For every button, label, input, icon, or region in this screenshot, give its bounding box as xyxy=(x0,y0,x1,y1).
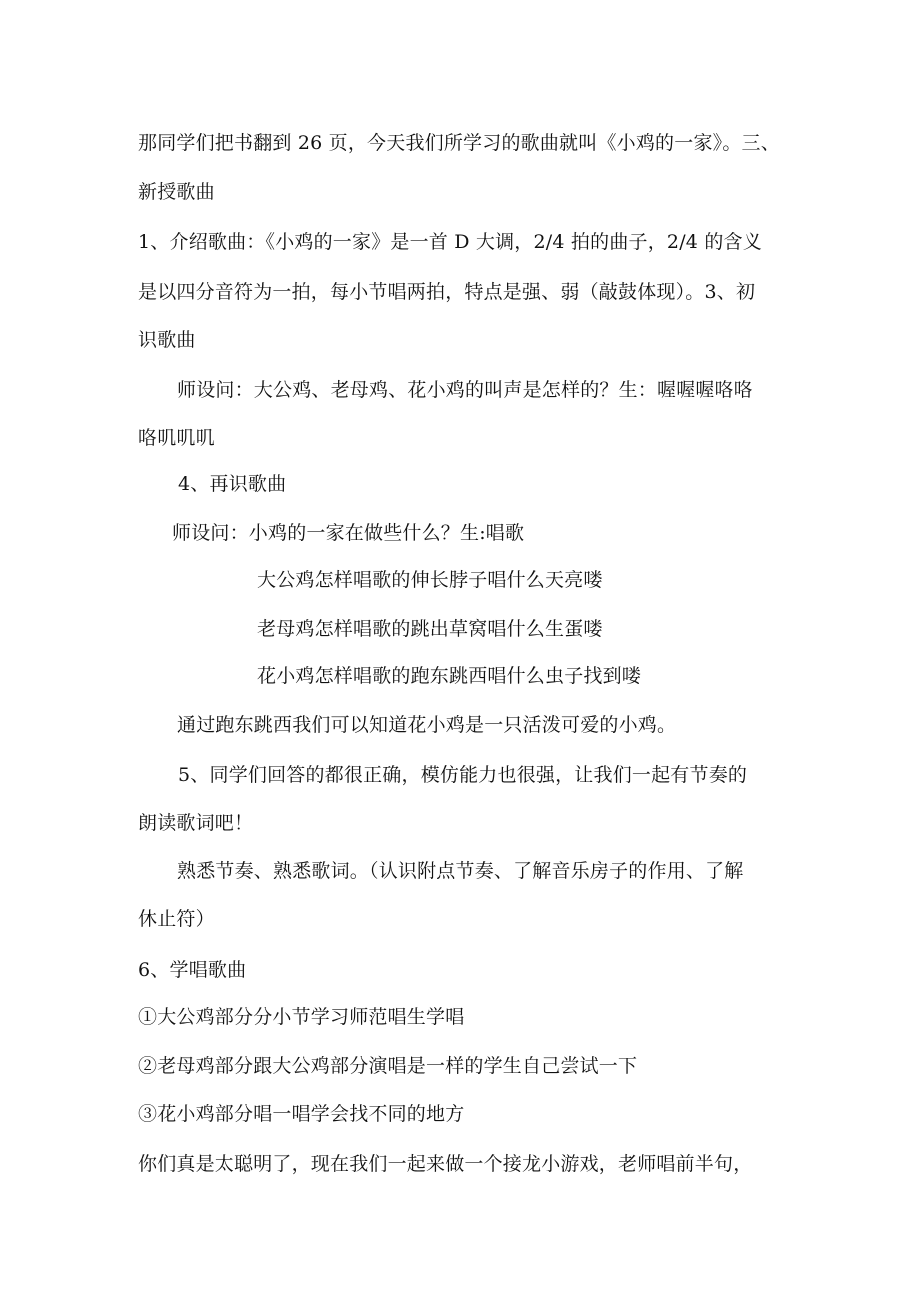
text-line: 老母鸡怎样唱歌的跳出草窝唱什么生蛋喽 xyxy=(257,618,603,640)
text-line: 大公鸡怎样唱歌的伸长脖子唱什么天亮喽 xyxy=(257,569,603,591)
text-line: ②老母鸡部分跟大公鸡部分演唱是一样的学生自己尝试一下 xyxy=(138,1055,638,1077)
text-line: 识歌曲 xyxy=(138,329,196,351)
text-line: 1、介绍歌曲：《小鸡的一家》是一首 D 大调，2/4 拍的曲子，2/4 的含义 xyxy=(138,231,762,253)
text-line: 5、同学们回答的都很正确，模仿能力也很强，让我们一起有节奏的 xyxy=(178,764,748,786)
text-line: 朗读歌词吧！ xyxy=(138,812,254,834)
text-line: 那同学们把书翻到 26 页，今天我们所学习的歌曲就叫《小鸡的一家》。三、 xyxy=(138,132,780,154)
text-line: ③花小鸡部分唱一唱学会找不同的地方 xyxy=(138,1103,465,1125)
text-line: 通过跑东跳西我们可以知道花小鸡是一只活泼可爱的小鸡。 xyxy=(177,714,677,736)
text-line: ①大公鸡部分分小节学习师范唱生学唱 xyxy=(138,1006,465,1028)
text-line: 花小鸡怎样唱歌的跑东跳西唱什么虫子找到喽 xyxy=(257,665,642,687)
text-line: 你们真是太聪明了，现在我们一起来做一个接龙小游戏，老师唱前半句， xyxy=(138,1153,753,1175)
text-line: 6、学唱歌曲 xyxy=(138,959,247,981)
text-line: 休止符） xyxy=(138,908,215,930)
text-line: 熟悉节奏、熟悉歌词。（认识附点节奏、了解音乐房子的作用、了解 xyxy=(177,860,744,882)
text-line: 咯叽叽叽 xyxy=(138,427,215,449)
text-line: 是以四分音符为一拍，每小节唱两拍，特点是强、弱（敲鼓体现）。3、初 xyxy=(138,281,756,303)
text-line: 新授歌曲 xyxy=(138,181,215,203)
text-line: 4、再识歌曲 xyxy=(178,473,287,495)
text-line: 师设问：大公鸡、老母鸡、花小鸡的叫声是怎样的？生：喔喔喔咯咯 xyxy=(177,379,754,401)
text-line: 师设问：小鸡的一家在做些什么？生:唱歌 xyxy=(172,522,525,544)
